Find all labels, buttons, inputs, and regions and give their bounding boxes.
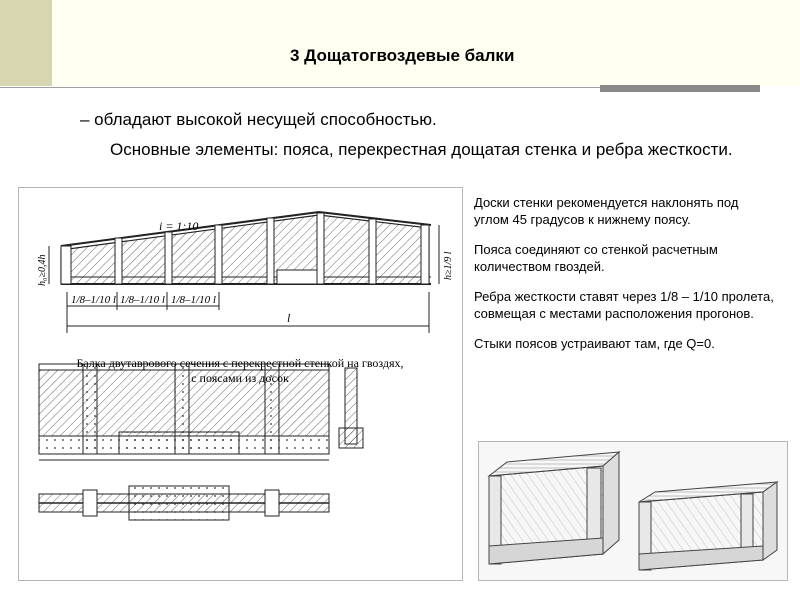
- beam-elevation: [49, 212, 439, 333]
- beam-segment-small: [639, 482, 777, 570]
- slope-label: i = 1:10: [159, 219, 199, 233]
- header-band: [52, 0, 800, 86]
- beam-illustration: [478, 441, 788, 581]
- rib-spacing-label-1: 1/8–1/10 l: [71, 294, 116, 306]
- notes-list: [474, 194, 774, 365]
- lead-text: – обладают высокой несущей способностью.: [80, 110, 437, 129]
- rib-spacing-label-2: 1/8–1/10 l: [120, 294, 165, 306]
- span-height-label: h≥1/9 l: [443, 251, 454, 280]
- span-label: l: [287, 311, 291, 325]
- drawing-caption: [30, 356, 450, 386]
- note-item: Пояса соединяют со стенкой расчетным количеством гвоздей.: [474, 242, 718, 274]
- beam-plan-view: [39, 486, 329, 520]
- elements-text: Основные элементы: пояса, перекрестная дощатая стенка и ребра жесткости.: [110, 140, 733, 159]
- beam-illustration-svg: [479, 442, 787, 580]
- beam-segment-large: [489, 452, 619, 564]
- rib-spacing-label-3: 1/8–1/10 l: [171, 294, 216, 306]
- slide-title: 3 Дощатогвоздевые балки: [290, 46, 515, 65]
- support-height-label: h₀≥0,4h: [37, 254, 48, 286]
- caption-line-2: с поясами из досок: [191, 371, 289, 385]
- note-item: Ребра жесткости ставят через 1/8 – 1/10 пролета, совмещая с местами расположения прогонов.: [474, 289, 774, 321]
- note-item: Доски стенки рекомендуется наклонять под углом 45 градусов к нижнему поясу.: [474, 195, 739, 227]
- title-rule: [0, 87, 660, 88]
- title-rule-accent: [600, 85, 760, 92]
- caption-line-1: Балка двутаврового сечения с перекрестной стенкой на гвоздях,: [76, 356, 404, 370]
- accent-block: [0, 0, 52, 86]
- note-item: Стыки поясов устраивают там, где Q=0.: [474, 336, 715, 351]
